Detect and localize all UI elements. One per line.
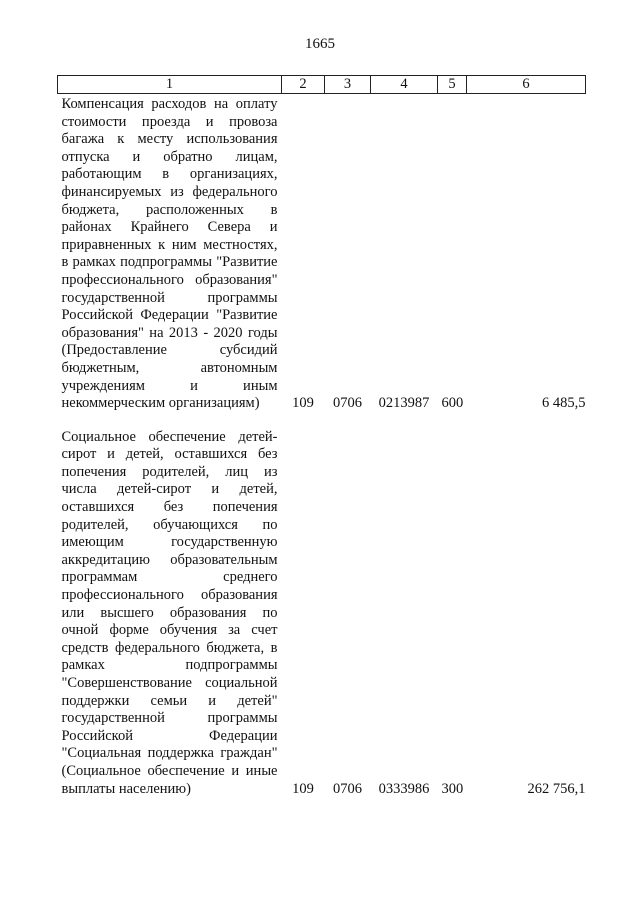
header-col-5: 5 [438, 76, 467, 94]
row-spacer [58, 413, 586, 427]
row-expense-type: 300 [441, 780, 464, 797]
row-ministry-code: 109 [292, 780, 314, 797]
table-row [58, 427, 586, 798]
page-number: 1665 [305, 36, 335, 52]
header-col-4: 4 [371, 76, 438, 94]
header-row [58, 76, 586, 94]
row-expense-type: 600 [441, 395, 464, 412]
header-col-3: 3 [325, 76, 371, 94]
row-section-code: 0706 [333, 780, 362, 797]
row-amount: 6 485,5 [542, 395, 586, 412]
header-col-2: 2 [282, 76, 325, 94]
header-col-6: 6 [467, 76, 586, 94]
row-target-code: 0213987 [378, 395, 430, 412]
row-ministry-code: 109 [292, 395, 314, 412]
budget-table [57, 75, 586, 798]
header-col-1: 1 [58, 76, 282, 94]
row-description: Социальное обеспечение детей-сирот и детей, оставшихся без попечения родителей, лиц из числа детей-сирот и детей, оставшихся без попечения родителей, обучающихся по имеющим государственную аккредитацию образовательным программам среднего профессионального образования или высшего образования по очной форме обучения за счет средств федерального бюджета, в рамках подпрограммы "Совершенствование социальной поддержки семьи и детей" государственной программы Российской Федерации "Социальная поддержка граждан" (Социальное обеспечение и иные выплаты населению) [61, 428, 278, 797]
row-description: Компенсация расходов на оплату стоимости проезда и провоза багажа к месту использования отпуска и обратно лицам, работающим в организациях, финансируемых из федерального бюджета, расположенных в районах Крайнего Севера и приравненных к ним местностях, в рамках подпрограммы "Развитие профессионального образования" государственной программы Российской Федерации "Развитие образования" на 2013 - 2020 годы (Предоставление субсидий бюджетным, автономным учреждениям и иным некоммерческим организациям) [61, 96, 278, 412]
row-amount: 262 756,1 [527, 780, 586, 797]
table-row [58, 94, 586, 413]
row-section-code: 0706 [333, 395, 362, 412]
row-target-code: 0333986 [378, 780, 430, 797]
